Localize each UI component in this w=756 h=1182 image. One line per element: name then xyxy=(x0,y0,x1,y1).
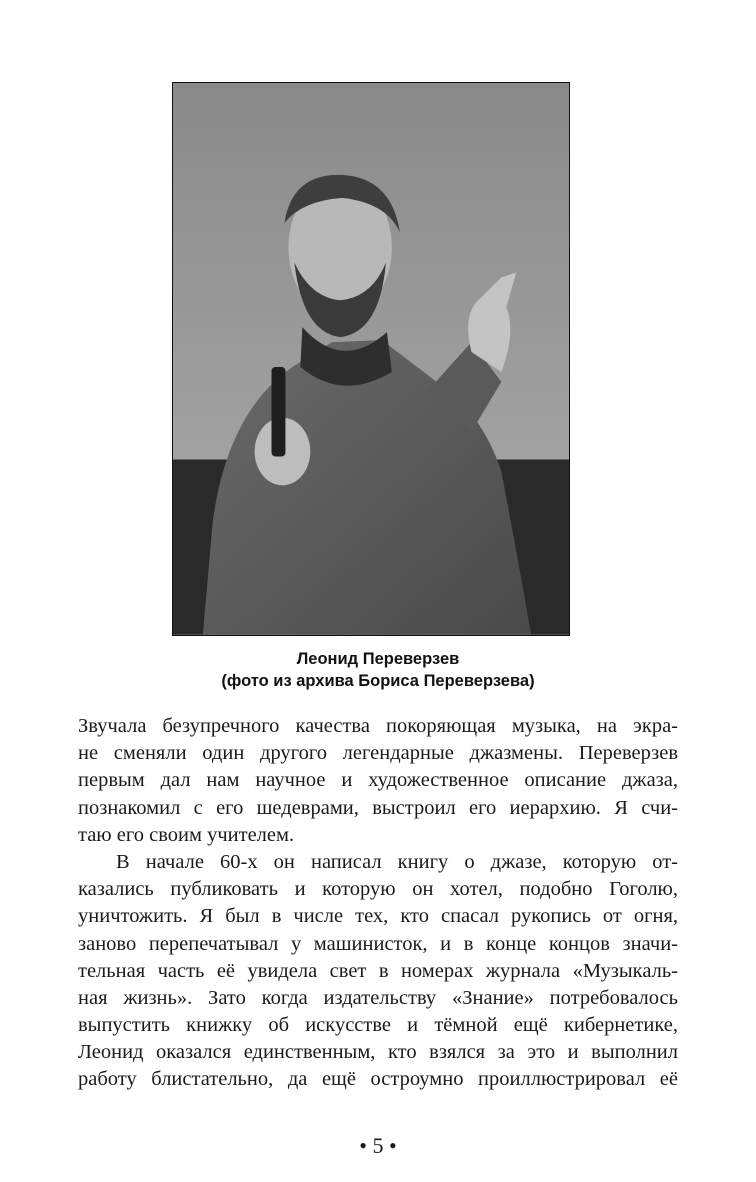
caption-credit: (фото из архива Бориса Переверзева) xyxy=(221,672,535,690)
text-line: не сменяли один другого легендарные джазмены. Переверзев xyxy=(78,742,678,765)
text-line: работу блистательно, да ещё остроумно проиллюстрировал её xyxy=(78,1068,678,1091)
page-number: • 5 • xyxy=(359,1133,397,1158)
text-line: таю его своим учителем. xyxy=(78,823,295,846)
portrait-illustration xyxy=(173,83,569,635)
text-line: уничтожить. Я был в числе тех, кто спасал рукопись от огня, xyxy=(78,905,678,928)
text-line: Леонид оказался единственным, кто взялся за это и выполнил xyxy=(78,1041,678,1064)
text-line: Звучала безупречного качества покоряющая музыка, на экра- xyxy=(78,715,678,737)
text-line: В начале 60-х он написал книгу о джазе, которую от- xyxy=(116,850,678,873)
text-line: казались публиковать и которую он хотел, подобно Гоголю, xyxy=(78,878,678,901)
photo-caption xyxy=(78,648,678,692)
text-line: познакомил с его шедеврами, выстроил его иерархию. Я счи- xyxy=(78,796,678,819)
text-line: заново перепечатывал у машинисток, и в конце концов значи- xyxy=(78,932,678,955)
portrait-photo xyxy=(172,82,570,636)
text-line: первым дал нам научное и художественное описание джаза, xyxy=(78,769,678,792)
text-line: ная жизнь». Зато когда издательству «Знание» потребовалось xyxy=(78,986,678,1009)
caption-name: Леонид Переверзев xyxy=(296,650,460,668)
text-line: выпустить книжку об искусстве и тёмной ещё кибернетике, xyxy=(78,1014,678,1037)
body-text xyxy=(78,713,678,1094)
text-line: тельная часть её увидела свет в номерах журнала «Музыкаль- xyxy=(78,959,678,982)
